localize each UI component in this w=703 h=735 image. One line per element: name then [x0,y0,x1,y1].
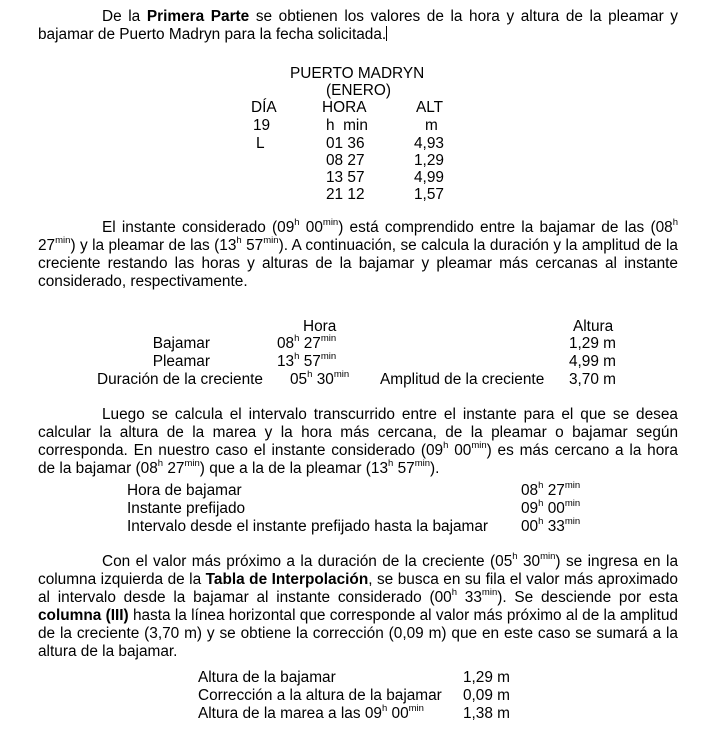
row-altura: 1,29 m [568,335,616,352]
amplitud-label: Amplitud de la creciente [380,371,545,388]
row-label: Pleamar [152,353,210,370]
paragraph-interval: Luego se calcula el intervalo transcurrido entre el instante para el que se desea calcular la altura de la marea y la hora más cercana, de la pleamar o bajamar según corresponda. En nuestro caso el instante considerado (09$^h$ $00^{min}$) es más cercano a la hora de la bajamar (08$^h$ $27^{min}$) que a la de la pleamar (13$^h$ $57^{min}$). [38,406,678,477]
row-value: 0,09 m [462,687,510,704]
altura-header: Altura [573,318,614,335]
tide-hour: 08 27 [326,152,365,169]
tide-alt: 4,93 [414,135,444,152]
row-label: Hora de bajamar [127,482,242,499]
table-title: PUERTO MADRYN [290,65,425,82]
row-label: Corrección a la altura de la bajamar [198,687,442,704]
bold-tabla-interpolacion: Tabla de Interpolación [205,571,369,588]
row-value: 1,38 m [462,705,510,722]
row-value: 1,29 m [462,669,510,686]
text-cursor [386,26,387,41]
tide-hour: 21 12 [326,186,365,203]
hora-header: Hora [303,318,337,335]
tide-alt: 1,57 [414,186,444,203]
row-label: Bajamar [152,335,210,352]
col-header-day: DÍA [251,99,277,116]
bold-columna-iii: columna (III) [38,607,129,624]
row-hour: 13$^h$ $57^{min}$ [277,350,337,370]
row-label: Altura de la bajamar [198,669,336,686]
tide-alt: 1,29 [414,152,444,169]
col-header-hour: HORA [322,99,367,116]
tide-hour: 13 57 [326,169,365,186]
table-subtitle: (ENERO) [326,82,391,99]
paragraph-instant: El instante considerado (09$^h$ $00^{min}$) está comprendido entre la bajamar de las (08$^h$ $27^{min}$) y la pleamar de las (13$^h$ $57^{min}$). A continuación, se calcula la duración y la amplitud de la creciente restando las horas y alturas de la bajamar y pleamar más cercanas al instante considerado, respectivamente. [38,216,678,290]
paragraph-intro: De la Primera Parte se obtienen los valores de la hora y altura de la pleamar y bajamar de Puerto Madryn para la fecha solicitada. [38,8,678,43]
row-hour: 09$^h$ $00^{min}$ [521,497,581,517]
row-label: Altura de la marea a las 09$^h$ $00^{min}$ [198,702,424,722]
row-label: Instante prefijado [127,500,246,517]
row-hour: 05$^h$ $30^{min}$ [290,368,350,388]
row-hour: 08$^h$ $27^{min}$ [521,479,581,499]
day-number: 19 [253,117,271,134]
row-label: Intervalo desde el instante prefijado hasta la bajamar [127,518,489,535]
row-hour: 00$^h$ $33^{min}$ [521,515,581,535]
row-altura: 3,70 m [568,371,616,388]
tide-hour: 01 36 [326,135,365,152]
alt-unit: m [425,117,438,134]
row-label: Duración de la creciente [97,371,263,388]
hour-unit: h min [326,117,368,134]
day-letter: L [256,135,265,152]
paragraph-interpolation: Con el valor más próximo a la duración de la creciente (05$^h$ $30^{min}$) se ingresa en la columna izquierda de la Tabla de Interpolación, se busca en su fila el valor más aproximado al intervalo desde la bajamar al instante considerado (00$^h$ $33^{min}$). Se desciende por esta columna (III) hasta la línea horizontal que corresponde al valor más próximo al de la amplitud de la creciente (3,70 m) y se obtiene la corrección (0,09 m) que en este caso se sumará a la altura de la bajamar. [38,550,678,660]
col-header-alt: ALT [416,99,444,116]
row-hour: 08$^h$ $27^{min}$ [277,332,337,352]
bold-primera-parte: Primera Parte [146,8,250,25]
row-altura: 4,99 m [568,353,616,370]
tide-alt: 4,99 [414,169,444,186]
